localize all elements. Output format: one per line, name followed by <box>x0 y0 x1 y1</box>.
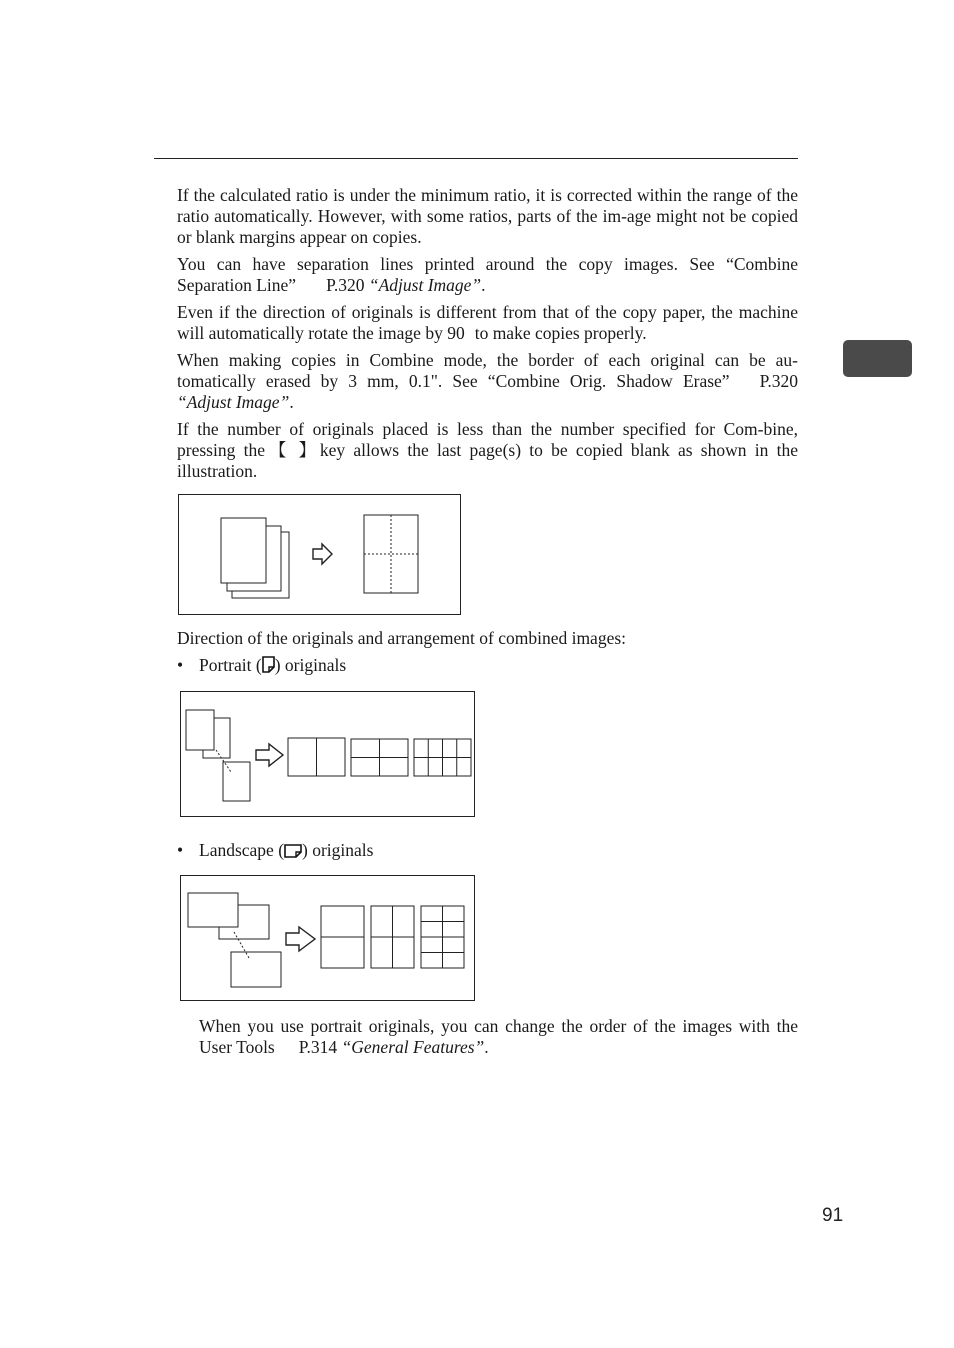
paragraph-rotation: Even if the direction of originals is different from that of the copy paper, the machine will automatically rotate the image by 90 to make copies properly. <box>177 302 798 343</box>
combined-copy-sheet <box>364 515 418 593</box>
original-sheet <box>231 952 281 987</box>
page-reference: P.320 <box>759 371 798 391</box>
bullet-landscape: • Landscape ( ) originals <box>177 840 374 860</box>
arrow-icon <box>256 744 283 766</box>
blank-page-illustration <box>178 494 461 615</box>
arrow-icon <box>286 927 315 951</box>
combine-8in1-layout <box>414 739 471 776</box>
combine-2in1-layout <box>288 738 345 776</box>
paragraph-blank-pages: If the number of originals placed is less than the number specified for Com-bine, pressing the【 】key allows the last page(s) to be copied blank as shown in the illustration. <box>177 419 799 481</box>
portrait-combine-illustration <box>180 691 475 817</box>
landscape-orientation-icon <box>284 844 302 858</box>
key-symbol: 【 】 <box>264 440 320 460</box>
paragraph-shadow-erase: When making copies in Combine mode, the border of each original can be au-tomatically erased by 3 mm, 0.1". See “Combine Orig. Shadow Erase” P.320 “Adjust Image”. <box>177 350 798 412</box>
original-sheet <box>186 710 214 750</box>
landscape-combine-illustration <box>180 875 475 1001</box>
combine-8in1-layout <box>421 906 464 968</box>
note-order-of-images: When you use portrait originals, you can change the order of the images with the User Tools P.314 “General Features”. <box>199 1016 798 1057</box>
page-reference: P.314 <box>298 1037 338 1057</box>
header-rule <box>154 158 798 159</box>
original-sheet <box>221 518 266 583</box>
combine-2in1-layout <box>321 906 364 968</box>
paragraph-separation-line: You can have separation lines printed around the copy images. See “Combine Separation Line” P.320 “Adjust Image”. <box>177 254 798 295</box>
chapter-tab <box>843 340 912 377</box>
combine-4in1-layout <box>371 906 414 968</box>
paragraph-ratio-correction: If the calculated ratio is under the minimum ratio, it is corrected within the range of the ratio automatically. However, with some ratios, parts of the im-age might not be copied or blank margins appear on copies. <box>177 185 798 247</box>
page-reference: P.320 <box>326 275 365 295</box>
arrow-icon <box>313 544 332 564</box>
portrait-orientation-icon <box>262 656 275 673</box>
bullet-portrait: • Portrait ( ) originals <box>177 655 347 675</box>
combine-4in1-layout <box>351 739 408 776</box>
direction-heading: Direction of the originals and arrangement of combined images: <box>177 628 627 648</box>
original-sheet <box>188 893 238 927</box>
page-number: 91 <box>822 1205 844 1226</box>
original-sheet <box>223 762 250 801</box>
